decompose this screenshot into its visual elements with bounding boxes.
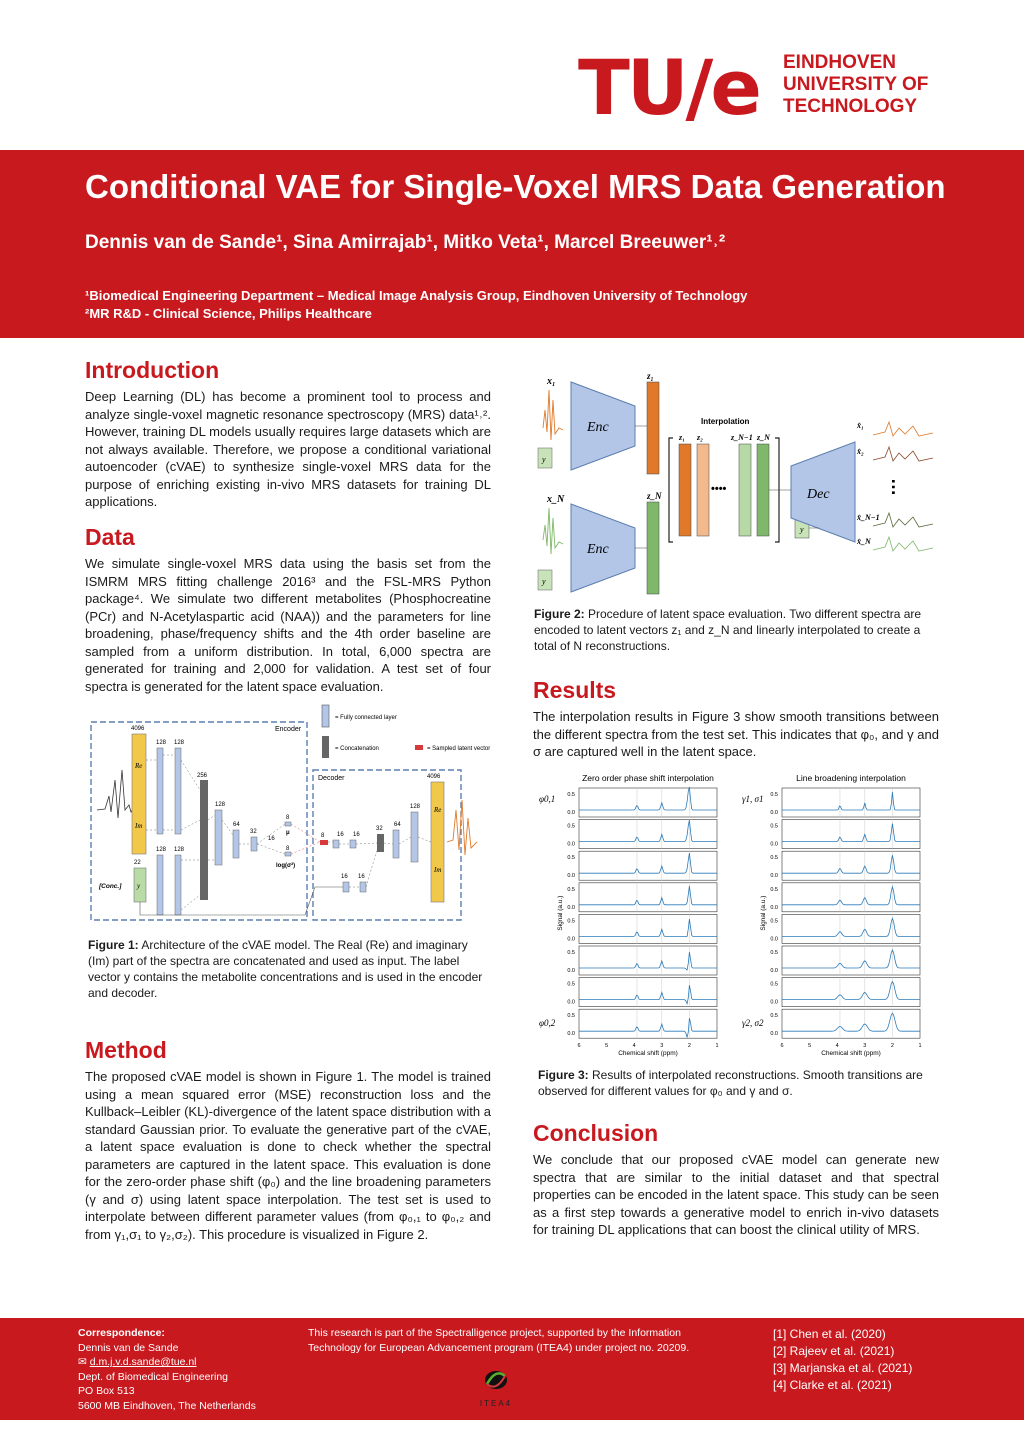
y-tick-label: 0.5	[567, 792, 575, 798]
y-tick-label: 0.0	[770, 873, 778, 880]
y-tick-label: 0.0	[770, 1031, 778, 1038]
x-tick-label: 5	[605, 1043, 609, 1050]
x-tick-label: 2	[687, 1043, 691, 1050]
legend-concat-swatch	[322, 736, 329, 758]
data-heading: Data	[85, 524, 135, 550]
input-block-reim	[132, 734, 146, 854]
output-block-reim	[431, 782, 444, 902]
section-data	[85, 524, 491, 695]
enc-size-128c: 128	[156, 847, 167, 853]
x-tick-label: 1	[715, 1043, 719, 1050]
y-tick-label: 0.0	[567, 810, 575, 816]
legend-fc-swatch	[322, 705, 329, 727]
y-tick-label: 0.0	[567, 1031, 575, 1038]
bottom-parameter-label: φ0,2	[539, 1018, 556, 1029]
xhat1-label: x̂₁	[857, 421, 864, 430]
figure-3-caption	[538, 1067, 944, 1099]
x-tick-label: 4	[632, 1043, 636, 1050]
x-tick-label: 4	[835, 1043, 839, 1050]
y-tick-label: 0.0	[567, 841, 575, 848]
enc-size-8a: 8	[286, 815, 290, 821]
bottom-parameter-label: γ2, σ2	[742, 1018, 764, 1029]
interp-zN	[757, 444, 769, 536]
figure-1-caption-text: Architecture of the cVAE model. The Real (Re) and imaginary (Im) part of the spectra are concatenated and used as input. The label vector y contains the metabolite concentrations and is used in the encoder and decoder.	[88, 938, 483, 1000]
input-spectrum-xN	[543, 508, 563, 554]
y-tick-label: 0.5	[770, 886, 778, 893]
out-im-label: Im	[434, 866, 442, 874]
x-axis-label: Chemical shift (ppm)	[618, 1050, 678, 1058]
enc-size-8b: 8	[286, 846, 290, 852]
recon-spectrum-N	[873, 537, 933, 551]
encoder-label: Encoder	[275, 726, 302, 733]
y-tick-label: 0.5	[770, 918, 778, 925]
interp-z1-label: z₁	[679, 433, 685, 442]
sampled-z	[320, 840, 328, 845]
conclusion-text: We conclude that our proposed cVAE model can generate new spectra that are similar to the initial dataset and that spectral properties can be encoded in the latent space. This study can be seen as a first step towards a generative model to enrich in-vivo datasets for training DL applications that can boost the clinical utility of MRS.	[533, 1152, 939, 1237]
dec-size-32: 32	[376, 826, 383, 832]
y-tick-label: 0.0	[567, 999, 575, 1006]
tue-logo-name: EINDHOVEN UNIVERSITY OF TECHNOLOGY	[783, 52, 929, 117]
chart-panel	[579, 820, 717, 849]
top-parameter-label: γ1, σ1	[742, 794, 764, 804]
references	[773, 1326, 912, 1394]
conc-label: [Conc.]	[99, 883, 122, 890]
x1-label: x₁	[547, 376, 556, 387]
z1-vector	[647, 382, 659, 474]
enc-size-64: 64	[233, 822, 240, 828]
y-tick-label: 0.5	[567, 1013, 575, 1020]
enc-label-1: Enc	[587, 420, 609, 435]
chart-panel	[782, 1009, 920, 1038]
dec-label: Dec	[807, 487, 830, 502]
concat-block-enc	[200, 780, 208, 900]
chart-panel	[579, 788, 717, 817]
chart-panel	[579, 883, 717, 912]
interp-dots: ••••	[711, 483, 727, 495]
x-tick-label: 1	[918, 1043, 922, 1050]
xN-label: x_N	[547, 494, 565, 505]
introduction-heading: Introduction	[85, 357, 220, 383]
figure-3-svg	[533, 770, 943, 1062]
dec-size-64: 64	[394, 822, 401, 828]
recon-spectrum-N1	[873, 513, 933, 527]
enc-size-32: 32	[250, 829, 257, 835]
figure-2-latent-evaluation	[533, 370, 943, 600]
mail-icon: ✉	[78, 1356, 87, 1368]
y-tick-label: 0.0	[770, 810, 778, 816]
footer	[0, 1318, 1024, 1420]
concat-block-dec	[377, 834, 384, 852]
enc-size-22: 22	[134, 860, 141, 866]
correspondence	[78, 1326, 256, 1413]
dec-size-128: 128	[410, 804, 421, 810]
section-conclusion	[533, 1120, 939, 1239]
y1-label: y	[542, 455, 546, 464]
affiliation-2: ²MR R&D - Clinical Science, Philips Healthcare	[85, 306, 372, 321]
decoder-label: Decoder	[318, 775, 345, 782]
itea-logo-icon	[481, 1368, 511, 1392]
y-tick-label: 0.0	[770, 904, 778, 911]
chart-panel	[782, 978, 920, 1007]
chart-panel	[782, 883, 920, 912]
x-tick-label: 5	[808, 1043, 812, 1050]
y-tick-label: 0.0	[770, 968, 778, 974]
zN-vector	[647, 502, 659, 594]
enc-size-128e: 128	[215, 802, 226, 808]
interp-zN1-label: z_N−1	[731, 433, 753, 442]
im-label: Im	[135, 822, 143, 830]
y-tick-label: 0.5	[567, 950, 575, 956]
correspondence-name: Dennis van de Sande	[78, 1341, 179, 1354]
section-method	[85, 1037, 491, 1243]
enc-size-256: 256	[197, 773, 208, 779]
legend-sample-swatch	[415, 745, 423, 750]
section-results	[533, 677, 939, 761]
chart-panel	[579, 978, 717, 1007]
y-tick-label: 0.0	[770, 999, 778, 1006]
chart-panel	[579, 946, 717, 975]
figure-2-caption-label: Figure 2:	[534, 607, 585, 621]
input-spectrum-x1	[543, 390, 563, 440]
y-tick-label: 0.5	[770, 855, 778, 862]
enc-label-2: Enc	[587, 542, 609, 557]
figure-2-caption	[534, 606, 940, 654]
recon-spectrum-2	[873, 447, 933, 461]
correspondence-email-link[interactable]: d.m.j.v.d.sande@tue.nl	[89, 1356, 197, 1368]
dec-size-16d: 16	[358, 874, 365, 880]
y-tick-label: 0.5	[567, 981, 575, 988]
chart-title: Line broadening interpolation	[796, 773, 906, 783]
y-axis-label: Signal (a.u.)	[760, 895, 767, 931]
recon-spectrum-1	[873, 422, 933, 436]
enc-size-128d: 128	[174, 847, 185, 853]
mu-label: μ	[286, 830, 290, 836]
figure-1-caption	[88, 937, 488, 1001]
figure-3-caption-text: Results of interpolated reconstructions. Smooth transitions are observed for different values for φ₀ and γ and σ.	[538, 1068, 923, 1098]
y-tick-label: 0.0	[567, 968, 575, 974]
y-tick-label: 0.0	[567, 904, 575, 911]
interp-z2-label: z₂	[697, 433, 703, 442]
dec-size-16a: 16	[337, 832, 344, 838]
figure-1-caption-label: Figure 1:	[88, 938, 139, 952]
dec-size-4096: 4096	[427, 774, 441, 780]
interpolation-label: Interpolation	[701, 417, 750, 426]
legend-sample-text: = Sampled latent vector	[427, 746, 491, 752]
author-list: Dennis van de Sande¹, Sina Amirrajab¹, Mitko Veta¹, Marcel Breeuwer¹˒²	[85, 232, 726, 253]
enc-size-4096: 4096	[131, 726, 145, 732]
interp-zN-label: z_N	[757, 433, 770, 442]
project-text: This research is part of the Spectralligence project, supported by the Information Technology for European Advancement program (ITEA4) under project no. 20209.	[308, 1327, 690, 1354]
reference-2: [2] Rajeev et al. (2021)	[773, 1344, 895, 1358]
dec-size-8: 8	[321, 833, 325, 839]
chart-panel	[579, 914, 717, 943]
affiliation-1: ¹Biomedical Engineering Department – Medical Image Analysis Group, Eindhoven University of Technology	[85, 288, 748, 303]
chart-title: Zero order phase shift interpolation	[582, 773, 714, 783]
figure-3-charts	[533, 770, 943, 1062]
correspondence-heading: Correspondence:	[78, 1327, 165, 1339]
y-axis-label: Signal (a.u.)	[557, 895, 564, 931]
y-tick-label: 0.5	[770, 981, 778, 988]
poster-title: Conditional VAE for Single-Voxel MRS Data Generation	[85, 168, 946, 205]
figure-2-caption-text: Procedure of latent space evaluation. Two different spectra are encoded to latent vectors z₁ and z_N and linearly interpolated to create a total of N reconstructions.	[534, 607, 922, 653]
enc-size-128b: 128	[174, 740, 185, 746]
data-text: We simulate single-voxel MRS data using the basis set from the ISMRM MRS fitting challenge 2016³ and the FSL-MRS Python package⁴. We simulate two different metabolites (Phosphocreatine (PCr) and N-Acetylaspartic acid (NAA)) and the parameters for line broadening, phase/frequency shifts and the 4th order baseline are sampled from a uniform distribution. In total, 6,000 spectra are generated for training and 2,000 for validation. A test set of four spectra is generated for the latent space evaluation.	[85, 556, 491, 694]
legend-fc-text: = Fully connected layer	[335, 715, 397, 721]
affiliations	[85, 287, 747, 323]
correspondence-email-row	[78, 1355, 256, 1370]
introduction-text: Deep Learning (DL) has become a prominent tool to process and analyze single-voxel magnetic resonance spectroscopy (MRS) data¹˒². However, training DL models usually requires large datasets which are not always available. Therefore, we propose a conditional variational autoencoder (cVAE) to synthesize single-voxel MRS data for the purpose of enriching existing in-vivo MRS datasets for training DL applications.	[85, 389, 491, 509]
dec-size-16b: 16	[353, 832, 360, 838]
interp-z2	[697, 444, 709, 536]
reference-4: [4] Clarke et al. (2021)	[773, 1378, 892, 1392]
interp-z1	[679, 444, 691, 536]
xhatN-label: x̂_N	[857, 537, 871, 546]
dec-y-label: y	[800, 525, 804, 534]
enc-size-16: 16	[268, 836, 275, 842]
correspondence-city: 5600 MB Eindhoven, The Netherlands	[78, 1399, 256, 1412]
reference-1: [1] Chen et al. (2020)	[773, 1327, 886, 1341]
y-tick-label: 0.5	[770, 792, 778, 798]
xhat2-label: x̂₂	[857, 447, 864, 456]
x-tick-label: 3	[660, 1043, 664, 1050]
y-tick-label: 0.0	[770, 936, 778, 943]
y-tick-label: 0.0	[770, 841, 778, 848]
correspondence-po: PO Box 513	[78, 1385, 135, 1397]
figure-3-caption-label: Figure 3:	[538, 1068, 589, 1082]
y-tick-label: 0.5	[770, 950, 778, 956]
tue-logo-mark: TU/e	[578, 43, 759, 132]
re-label: Re	[135, 762, 143, 770]
y-tick-label: 0.5	[770, 823, 778, 830]
legend-concat-text: = Concatenation	[335, 746, 379, 752]
y-tick-label: 0.5	[567, 823, 575, 830]
y-tick-label: 0.5	[770, 1013, 778, 1020]
y-tick-label: 0.5	[567, 886, 575, 893]
out-re-label: Re	[434, 806, 442, 814]
x-tick-label: 3	[863, 1043, 867, 1050]
results-text: The interpolation results in Figure 3 show smooth transitions between the different spectra from the test set. This indicates that φ₀, and γ and σ are captured well in the latent space.	[533, 709, 939, 759]
chart-panel	[782, 820, 920, 849]
logvar-label: log(σ²)	[276, 863, 296, 869]
y-tick-label: 0.5	[567, 918, 575, 925]
method-heading: Method	[85, 1037, 167, 1063]
figure-1-architecture	[85, 700, 495, 928]
encoder-box	[91, 722, 307, 920]
y-label: y	[137, 882, 141, 890]
method-text: The proposed cVAE model is shown in Figure 1. The model is trained using a mean squared error (MSE) reconstruction loss and the Kullback–Leibler (KL)-divergence of the latent space distribution with a standard Gaussian prior. To evaluate the generative part of the cVAE, a latent space evaluation is done to check whether the spectral parameters are captured in the latent space. This evaluation is done for the zero-order phase shift (φ₀) and the line broadening parameters (γ and σ) using latent space interpolation. The test set is used to interpolate between different parameter values (from φ₀,₁ to φ₀,₂ and from γ₁,σ₁ to γ₂,σ₂). This procedure is visualized in Figure 2.	[85, 1069, 491, 1242]
results-heading: Results	[533, 677, 617, 703]
output-dots: …	[888, 478, 908, 496]
y2-label: y	[542, 577, 546, 586]
project-note	[308, 1326, 728, 1408]
title-banner	[0, 150, 1024, 338]
itea-logo-text: ITEA4	[479, 1398, 513, 1408]
conclusion-heading: Conclusion	[533, 1120, 659, 1146]
xhatN1-label: x̂_N−1	[857, 513, 880, 522]
top-parameter-label: φ0,1	[539, 794, 556, 804]
zN-label: z_N	[647, 491, 662, 501]
chart-panel	[782, 788, 920, 817]
x-tick-label: 2	[890, 1043, 894, 1050]
tue-logo	[578, 43, 958, 132]
chart-panel	[782, 946, 920, 975]
correspondence-dept: Dept. of Biomedical Engineering	[78, 1370, 229, 1383]
x-axis-label: Chemical shift (ppm)	[821, 1050, 881, 1058]
chart-panel	[782, 851, 920, 880]
output-spectrum	[447, 800, 477, 855]
y-tick-label: 0.0	[567, 936, 575, 943]
z1-label: z₁	[647, 371, 654, 381]
enc-size-128a: 128	[156, 740, 167, 746]
chart-panel	[579, 851, 717, 880]
reference-3: [3] Marjanska et al. (2021)	[773, 1361, 913, 1375]
y-tick-label: 0.5	[567, 855, 575, 862]
section-introduction	[85, 357, 491, 511]
interp-zN1	[739, 444, 751, 536]
chart-panel	[782, 914, 920, 943]
y-tick-label: 0.0	[567, 873, 575, 880]
itea-logo	[478, 1368, 514, 1411]
dec-size-16c: 16	[341, 874, 348, 880]
x-tick-label: 6	[780, 1043, 784, 1050]
chart-panel	[579, 1009, 717, 1038]
x-tick-label: 6	[577, 1043, 581, 1050]
